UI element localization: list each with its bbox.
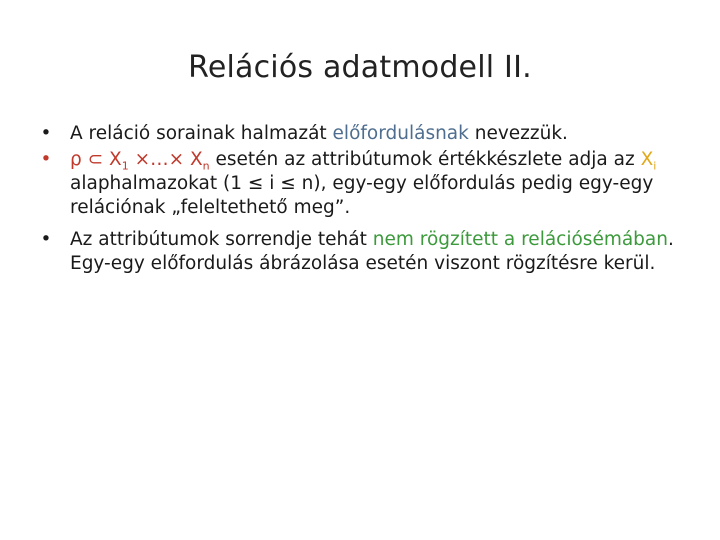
bullet-text: A reláció sorainak halmazát [70,123,333,144]
bullet-marker: • [40,123,52,144]
bullet-text: nevezzük. [468,123,568,144]
bullet-text: alaphalmazokat (1 ≤ i ≤ n), egy-egy előfordulás pedig egy-egy relációnak „feleltethető meg”. [70,173,654,218]
bullet-list [36,122,686,278]
slide-title: Relációs adatmodell II. [188,50,532,85]
bullet-item-3 [36,228,686,276]
highlight-term: nem rögzített a relációsémában [372,229,668,250]
bullet-text: . Egy-egy előfordulás ábrázolása esetén viszont rögzítésre kerül. [70,229,674,274]
highlight-term: előfordulásnak [332,123,469,144]
bullet-item-1 [36,122,686,146]
formula-relation: ρ ⊂ $X_1$ ×…× $X_n$ [70,149,210,173]
bullet-item-2 [36,148,686,220]
bullet-text: Az attribútumok sorrendje tehát [70,229,373,250]
bullet-marker: • [40,229,52,250]
bullet-text: esetén az attribútumok értékkészlete adja az [209,149,641,170]
formula-xi: $X_i$ [640,149,657,173]
bullet-marker: • [40,149,52,170]
